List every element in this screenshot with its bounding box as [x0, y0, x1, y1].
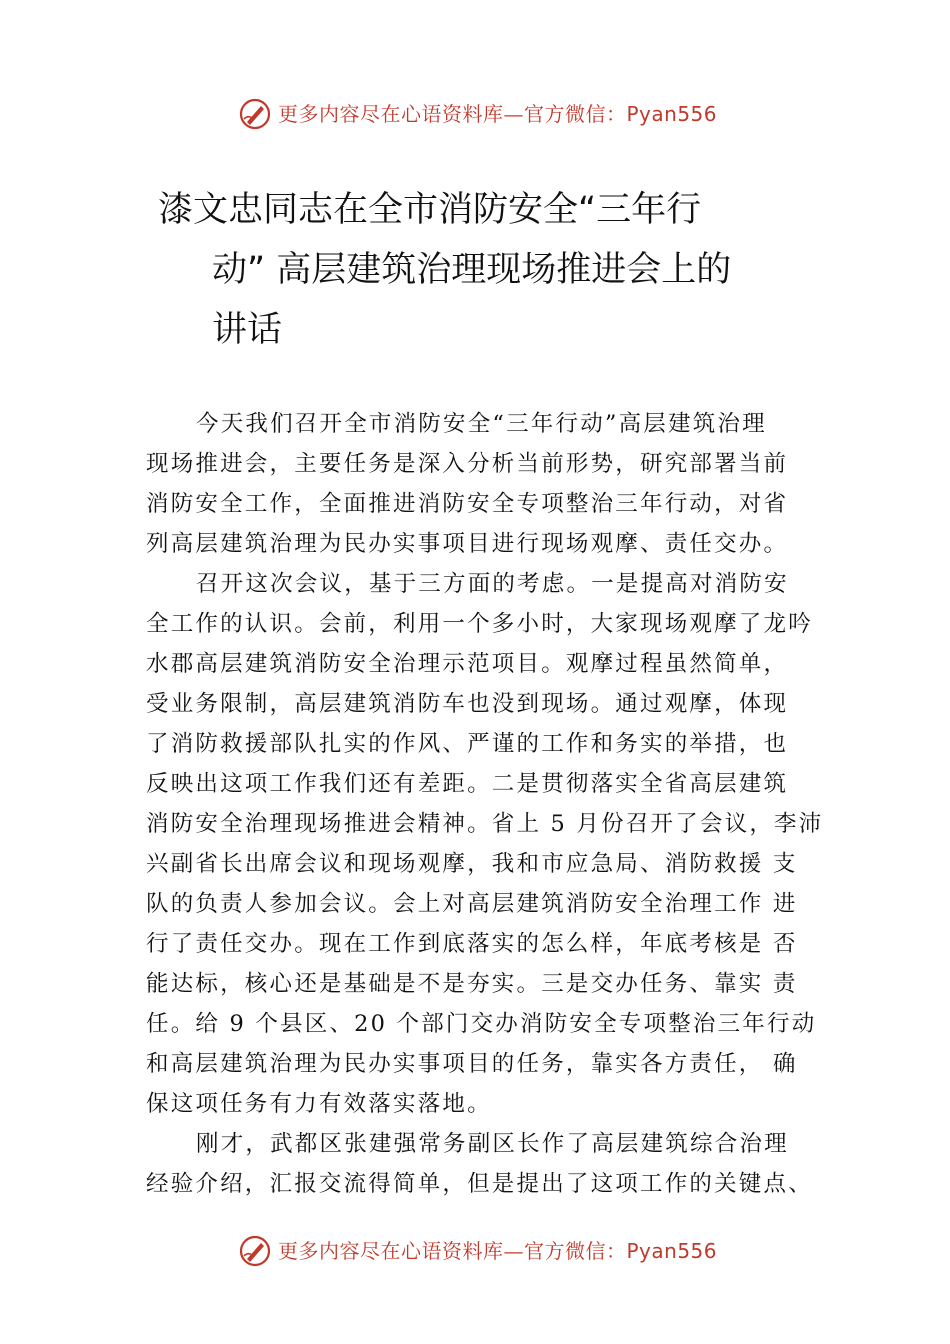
- body-line: 任。给 9 个县区、20 个部门交办消防安全专项整治三年行动: [146, 1011, 817, 1037]
- wechat-label: 官方微信：: [524, 102, 627, 126]
- body-line: 反映出这项工作我们还有差距。二是贯彻落实全省高层建筑: [146, 771, 789, 797]
- title-line-3: 讲话: [212, 310, 283, 350]
- banner-text: [278, 101, 717, 127]
- wechat-id: Pyan556: [626, 1239, 718, 1263]
- body-line: 受业务限制，高层建筑消防车也没到现场。通过观摩，体现: [146, 691, 789, 717]
- body-line: 行了责任交办。现在工作到底落实的怎么样，年底考核是 否: [146, 931, 798, 957]
- body-line: 兴副省长出席会议和现场观摩，我和市应急局、消防救援 支: [146, 851, 798, 877]
- body-line: 和高层建筑治理为民办实事项目的任务，靠实各方责任， 确: [146, 1051, 798, 1077]
- banner-title: 更多内容尽在心语资料库: [278, 1239, 504, 1263]
- body-line: 能达标，核心还是基础是不是夯实。三是交办任务、靠实 责: [146, 971, 798, 997]
- banner-text: [278, 1238, 717, 1264]
- title-line-2: 动” 高层建筑治理现场推进会上的: [212, 250, 732, 290]
- body-line: 经验介绍，汇报交流得简单，但是提出了这项工作的关键点、: [146, 1171, 813, 1197]
- banner-dash: —: [503, 1239, 524, 1263]
- wechat-id: Pyan556: [626, 102, 718, 126]
- body-line: 队的负责人参加会议。会上对高层建筑消防安全治理工作 进: [146, 891, 798, 917]
- body-line: 召开这次会议，基于三方面的考虑。一是提高对消防安: [196, 571, 789, 597]
- pen-seal-logo-icon: [238, 1234, 272, 1268]
- body-line: 消防安全治理现场推进会精神。省上 5 月份召开了会议，李沛: [146, 811, 824, 837]
- body-line: 现场推进会，主要任务是深入分析当前形势，研究部署当前: [146, 451, 789, 477]
- body-line: 列高层建筑治理为民办实事项目进行现场观摩、责任交办。: [146, 531, 789, 557]
- body-line: 刚才，武都区张建强常务副区长作了高层建筑综合治理: [196, 1131, 789, 1157]
- wechat-label: 官方微信：: [524, 1239, 627, 1263]
- body-line: 消防安全工作，全面推进消防安全专项整治三年行动，对省: [146, 491, 789, 517]
- banner-title: 更多内容尽在心语资料库: [278, 102, 504, 126]
- body-line: 保这项任务有力有效落实落地。: [146, 1091, 492, 1117]
- header-banner: [0, 95, 950, 135]
- pen-seal-logo-icon: [238, 97, 272, 131]
- footer-banner: [0, 1232, 950, 1272]
- banner-dash: —: [503, 102, 524, 126]
- body-line: 全工作的认识。会前，利用一个多小时，大家现场观摩了龙吟: [146, 611, 813, 637]
- body-line: 今天我们召开全市消防安全“三年行动”高层建筑治理: [196, 411, 767, 437]
- body-line: 了消防救援部队扎实的作风、严谨的工作和务实的举措，也: [146, 731, 789, 757]
- title-line-1: 漆文忠同志在全市消防安全“三年行: [158, 190, 702, 230]
- body-line: 水郡高层建筑消防安全治理示范项目。观摩过程虽然简单，: [146, 651, 789, 677]
